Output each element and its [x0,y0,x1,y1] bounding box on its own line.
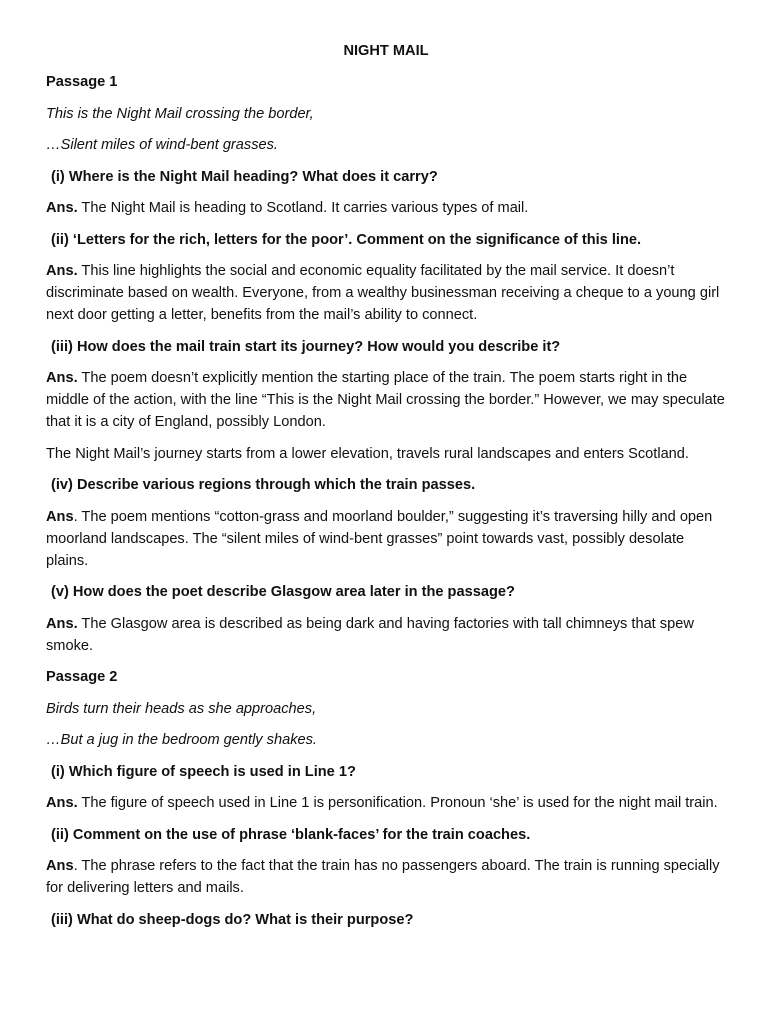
passage-1-answer-3-continued: The Night Mail’s journey starts from a lower elevation, travels rural landscapes and enters Scotland. [46,445,689,462]
passage-1-answer-1 [46,197,726,219]
passage-1-question-3: (iii) How does the mail train start its journey? How would you describe it? [51,338,561,355]
passage-1-quote-line-1: This is the Night Mail crossing the border, [46,105,314,122]
passage-2-question-3: (iii) What do sheep-dogs do? What is their purpose? [51,911,414,928]
passage-1-question-4: (iv) Describe various regions through which the train passes. [51,477,476,493]
passage-1-question-2: (ii) ‘Letters for the rich, letters for the poor’. Comment on the significance of this line. [51,231,642,248]
answer-label: Ans. [46,795,78,811]
passage-1-answer-4 [46,506,726,572]
passage-2-answer-1 [46,792,726,814]
answer-text: The figure of speech used in Line 1 is personification. Pronoun ‘she’ is used for the night mail train. [77,795,718,811]
answer-label: Ans. [46,200,78,216]
answer-text: This line highlights the social and economic equality facilitated by the mail service. It doesn’t discriminate based on wealth. Everyone, from a wealthy businessman receiving a cheque to a young girl next door getting a letter, benefits from the mail’s ability to connect. [46,263,720,323]
answer-label: Ans. [46,615,78,632]
answer-text: . The phrase refers to the fact that the train has no passengers aboard. The train is running specially for delivering letters and mails. [46,858,720,896]
answer-text: The poem doesn’t explicitly mention the starting place of the train. The poem starts right in the middle of the action, with the line “This is the Night Mail crossing the border.” However, we may speculate that it is a city of England, possibly London. [46,370,725,430]
passage-1-answer-2 [46,260,726,326]
passage-1-heading: Passage 1 [46,74,118,90]
answer-label: Ans. [46,370,78,386]
answer-text: . The poem mentions “cotton-grass and moorland boulder,” suggesting it’s traversing hilly and open moorland landscapes. The “silent miles of wind-bent grasses” point towards vast, possibly desolate plains. [46,508,713,569]
passage-1-answer-5 [46,613,726,657]
passage-1-answer-3 [46,367,726,433]
passage-2-question-1: (i) Which figure of speech is used in Line 1? [51,763,356,780]
answer-text: The Glasgow area is described as being dark and having factories with tall chimneys that spew smoke. [46,615,694,654]
passage-1-question-5: (v) How does the poet describe Glasgow area later in the passage? [51,584,515,600]
answer-label: Ans [46,858,74,874]
passage-2-question-2: (ii) Comment on the use of phrase ‘blank-faces’ for the train coaches. [51,826,531,843]
answer-label: Ans. [46,263,78,279]
passage-1-quote-line-2: …Silent miles of wind-bent grasses. [46,137,278,153]
document-page [46,40,726,940]
passage-2-quote-line-1: Birds turn their heads as she approaches, [46,700,317,717]
answer-label: Ans [46,508,74,525]
passage-2-heading: Passage 2 [46,669,118,685]
passage-2-quote-line-2: …But a jug in the bedroom gently shakes. [46,732,317,748]
passage-2-answer-2 [46,855,726,899]
document-title: NIGHT MAIL [343,43,429,59]
passage-1-question-1: (i) Where is the Night Mail heading? What does it carry? [51,168,438,185]
answer-text: The Night Mail is heading to Scotland. It carries various types of mail. [77,200,529,216]
